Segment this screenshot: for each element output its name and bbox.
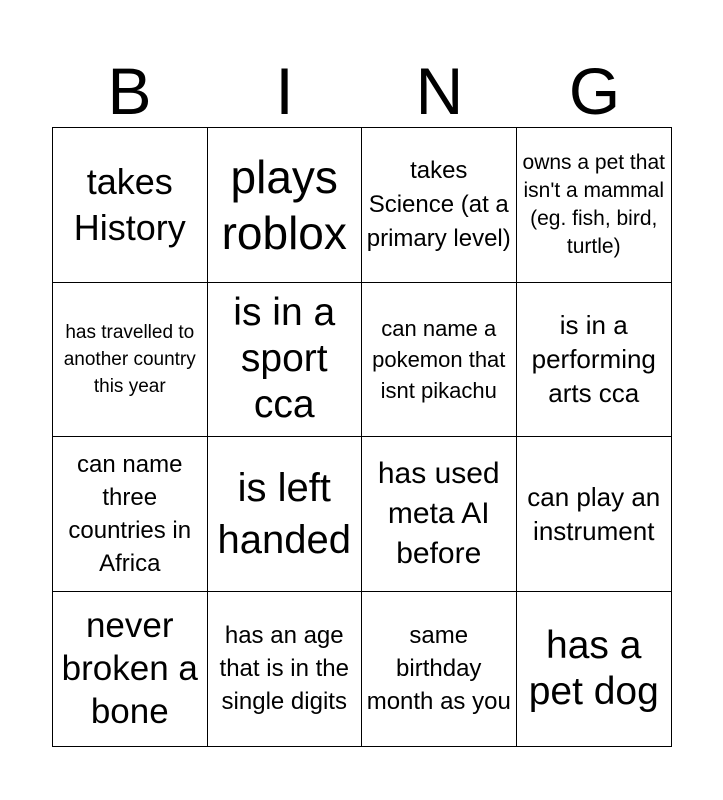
bingo-cell[interactable]: [53, 592, 208, 747]
header-letter-i: I: [275, 54, 294, 128]
bingo-cell[interactable]: [517, 128, 672, 283]
bingo-cell[interactable]: [517, 437, 672, 592]
cell-text: has used meta AI before: [377, 456, 500, 570]
cell-text: can name a pokemon that isnt pikachu: [372, 315, 506, 403]
cell-text: can name three countries in Africa: [68, 450, 192, 577]
bingo-cell[interactable]: [362, 592, 517, 747]
bingo-cell[interactable]: [362, 437, 517, 592]
bingo-cell[interactable]: [208, 128, 363, 283]
header-letter-n: N: [415, 54, 464, 128]
cell-text: owns a pet that isn't a mammal (eg. fish, bird, turtle): [522, 150, 665, 258]
bingo-cell[interactable]: [208, 592, 363, 747]
cell-text: has an age that is in the single digits: [219, 622, 349, 716]
cell-text: is in a sport cca: [233, 291, 336, 427]
bingo-cell[interactable]: [208, 283, 363, 438]
bingo-header: [52, 55, 672, 127]
cell-text: can play an instrument: [527, 481, 661, 546]
bingo-board: [52, 127, 672, 747]
cell-text: takes Science (at a primary level): [366, 156, 511, 252]
cell-text: is left handed: [217, 465, 351, 562]
bingo-cell[interactable]: [53, 437, 208, 592]
bingo-cell[interactable]: [517, 592, 672, 747]
header-letter-b: B: [107, 54, 152, 128]
bingo-cell[interactable]: [53, 283, 208, 438]
bingo-cell[interactable]: [362, 283, 517, 438]
bingo-cell[interactable]: [53, 128, 208, 283]
cell-text: same birthday month as you: [366, 622, 511, 716]
cell-text: plays roblox: [221, 150, 347, 259]
cell-text: takes History: [73, 160, 186, 248]
cell-text: is in a performing arts cca: [531, 310, 656, 409]
bingo-cell[interactable]: [208, 437, 363, 592]
bingo-cell[interactable]: [362, 128, 517, 283]
cell-text: never broken a bone: [61, 606, 198, 732]
header-letter-g: G: [568, 54, 621, 128]
bingo-cell[interactable]: [517, 283, 672, 438]
cell-text: has travelled to another country this year: [63, 321, 196, 397]
cell-text: has a pet dog: [528, 623, 659, 713]
